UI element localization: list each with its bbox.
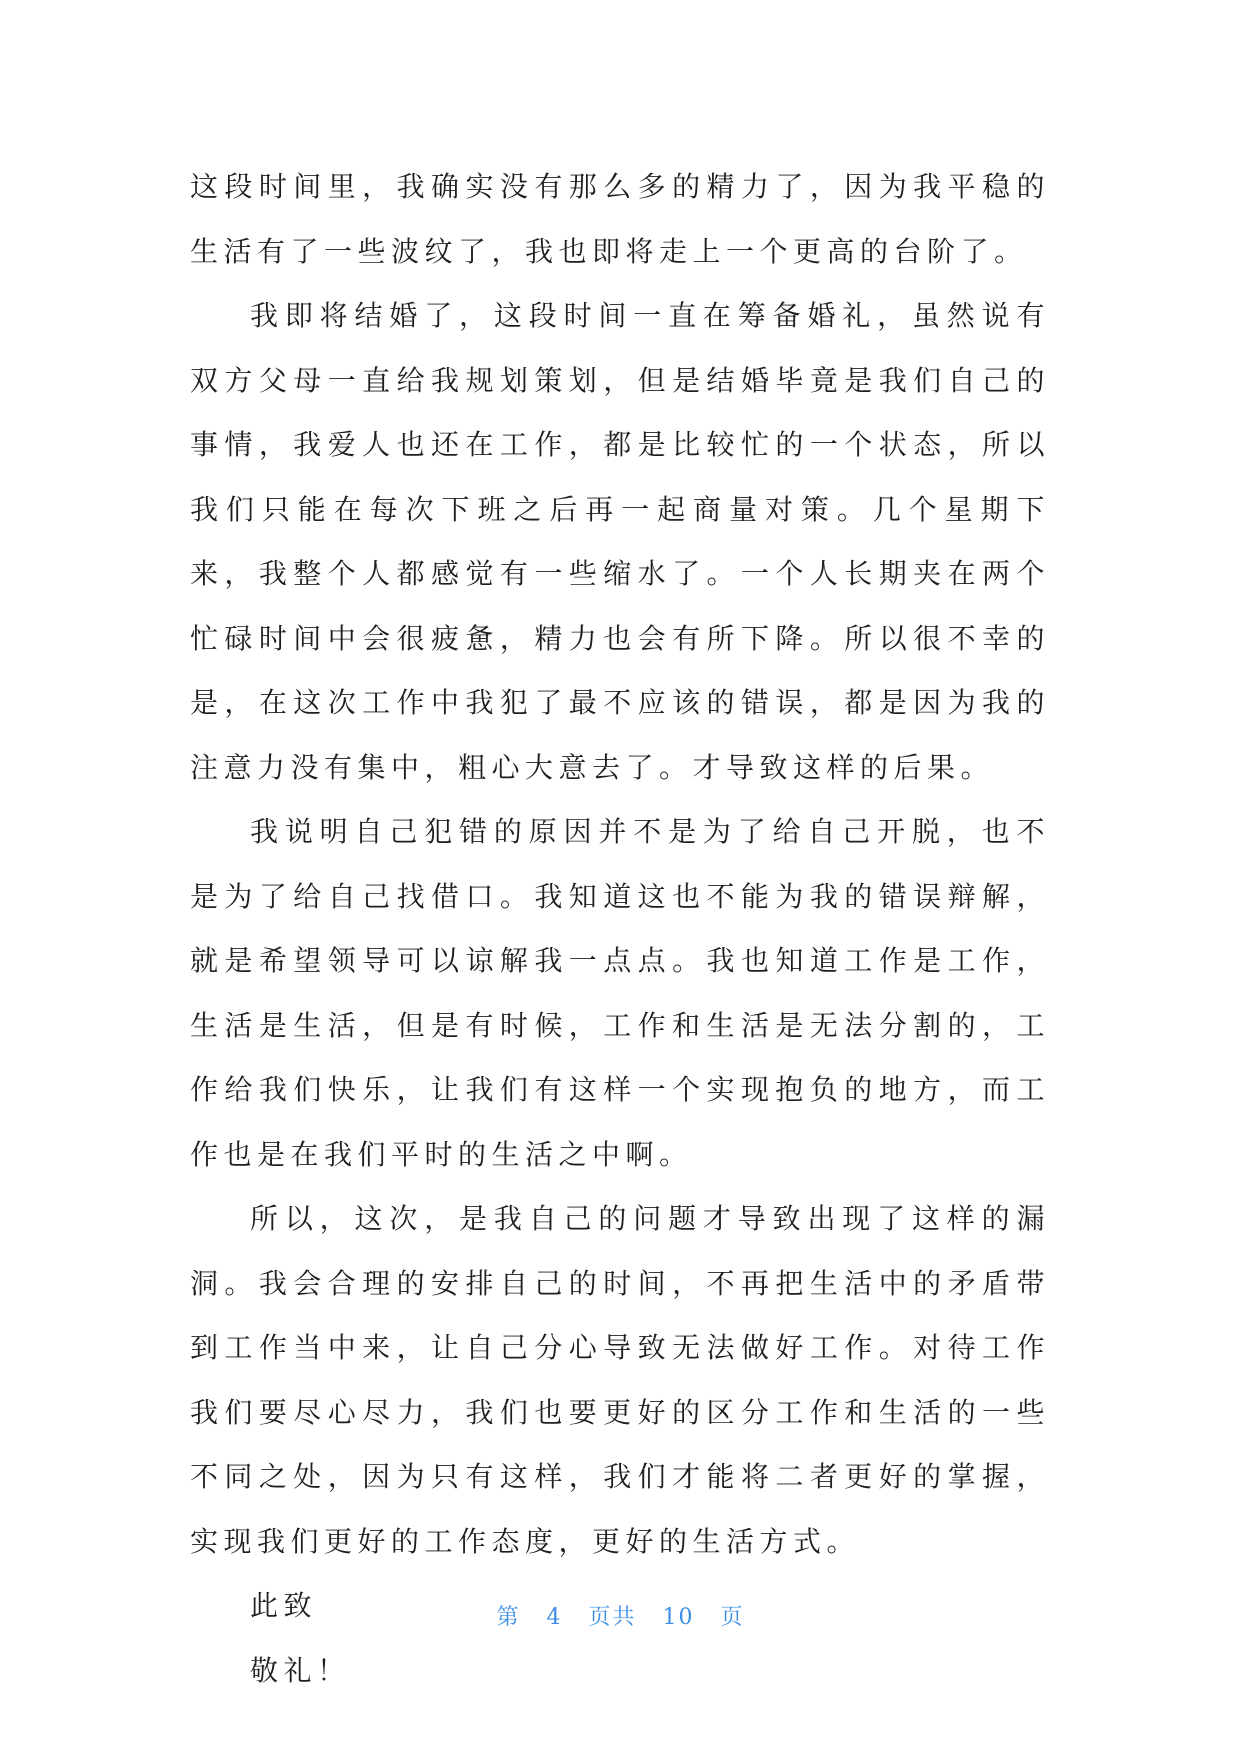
- page-footer: [0, 1600, 1241, 1631]
- paragraph-2: 我即将结婚了，这段时间一直在筹备婚礼，虽然说有双方父母一直给我规划策划，但是结婚毕竟是我们自己的事情，我爱人也还在工作，都是比较忙的一个状态，所以我们只能在每次下班之后再一起商量对策。几个星期下来，我整个人都感觉有一些缩水了。一个人长期夹在两个忙碌时间中会很疲惫，精力也会有所下降。所以很不幸的是，在这次工作中我犯了最不应该的错误，都是因为我的注意力没有集中，粗心大意去了。才导致这样的后果。: [190, 299, 1050, 784]
- total-pages-number: 10: [662, 1605, 695, 1630]
- current-page-number: 4: [546, 1605, 563, 1630]
- closing-regards: 敬礼！: [250, 1653, 351, 1687]
- paragraph-4: 所以，这次，是我自己的问题才导致出现了这样的漏洞。我会合理的安排自己的时间，不再把生活中的矛盾带到工作当中来，让自己分心导致无法做好工作。对待工作我们要尽心尽力，我们也要更好的区分工作和生活的一些不同之处，因为只有这样，我们才能将二者更好的掌握，实现我们更好的工作态度，更好的生活方式。: [190, 1202, 1050, 1558]
- paragraph-1: 这段时间里，我确实没有那么多的精力了，因为我平稳的生活有了一些波纹了，我也即将走上一个更高的台阶了。: [190, 170, 1050, 268]
- paragraph-3: 我说明自己犯错的原因并不是为了给自己开脱，也不是为了给自己找借口。我知道这也不能为我的错误辩解，就是希望领导可以谅解我一点点。我也知道工作是工作，生活是生活，但是有时候，工作和生活是无法分割的，工作给我们快乐，让我们有这样一个实现抱负的地方，而工作也是在我们平时的生活之中啊。: [190, 815, 1050, 1171]
- footer-middle: 页共: [588, 1605, 637, 1630]
- footer-suffix: 页: [720, 1605, 745, 1630]
- closing-salutation: 此致: [250, 1589, 318, 1622]
- document-body: [190, 155, 1050, 1703]
- footer-prefix: 第: [496, 1605, 521, 1630]
